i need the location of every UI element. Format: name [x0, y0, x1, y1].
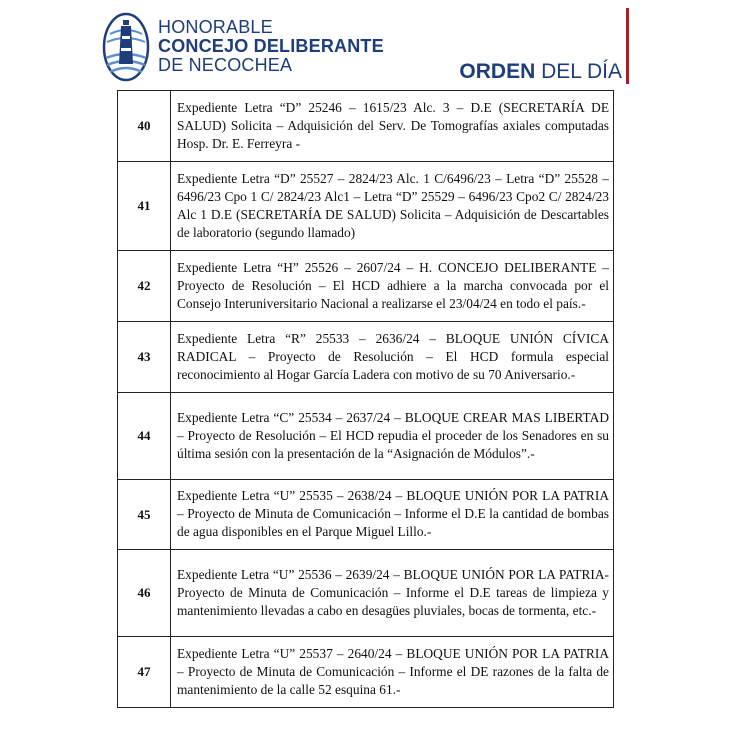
org-line-3: DE NECOCHEA [158, 55, 293, 75]
organization-name [158, 18, 384, 75]
table-row [118, 393, 614, 480]
item-number: 46 [118, 550, 171, 637]
lighthouse-logo-icon [102, 12, 150, 82]
item-text: Expediente Letra “D” 25527 – 2824/23 Alc. 1 C/6496/23 – Letra “D” 25528 – 6496/23 Cpo 1 C/ 2824/23 Alc1 – Letra “D” 25529 – 6496/23 Cpo2 C/ 2824/23 Alc 1 D.E (SECRETARÍA DE SALUD) Solicita – Adquisición de Descartables de laboratorio (segundo llamado) [171, 162, 614, 251]
item-text: Expediente Letra “U” 25536 – 2639/24 – BLOQUE UNIÓN POR LA PATRIA- Proyecto de Minuta de Comunicación – Informe el D.E tareas de limpieza y mantenimiento llevadas a cabo en desagües pluviales, bocas de tormenta, etc.- [171, 550, 614, 637]
item-number: 43 [118, 322, 171, 393]
item-text: Expediente Letra “U” 25537 – 2640/24 – BLOQUE UNIÓN POR LA PATRIA – Proyecto de Minuta de Comunicación – Informe el DE razones de la falta de mantenimiento de la calle 52 esquina 61.- [171, 637, 614, 708]
table-row [118, 637, 614, 708]
item-number: 41 [118, 162, 171, 251]
title-rest: DEL DÍA [535, 60, 622, 83]
title-bold: ORDEN [459, 60, 536, 83]
table-row [118, 91, 614, 162]
item-text: Expediente Letra “U” 25535 – 2638/24 – BLOQUE UNIÓN POR LA PATRIA – Proyecto de Minuta de Comunicación – Informe el D.E la cantidad de bombas de agua disponibles en el Parque Miguel Lillo.- [171, 480, 614, 550]
item-number: 44 [118, 393, 171, 480]
document-title [459, 60, 622, 84]
item-number: 42 [118, 251, 171, 322]
item-number: 45 [118, 480, 171, 550]
item-text: Expediente Letra “D” 25246 – 1615/23 Alc. 3 – D.E (SECRETARÍA DE SALUD) Solicita – Adquisición del Serv. De Tomografías axiales computadas Hosp. Dr. E. Ferreyra - [171, 91, 614, 162]
table-row [118, 550, 614, 637]
table-row [118, 251, 614, 322]
table-row [118, 162, 614, 251]
item-text: Expediente Letra “R” 25533 – 2636/24 – BLOQUE UNIÓN CÍVICA RADICAL – Proyecto de Resolución – El HCD formula especial reconocimiento al Hogar García Ladera con motivo de su 70 Aniversario.- [171, 322, 614, 393]
agenda-table [117, 90, 614, 708]
item-text: Expediente Letra “H” 25526 – 2607/24 – H. CONCEJO DELIBERANTE – Proyecto de Resolución – El HCD adhiere a la marcha convocada por el Consejo Interuniversitario Nacional a realizarse el 23/04/24 en todo el país.- [171, 251, 614, 322]
item-number: 40 [118, 91, 171, 162]
header-accent-bar [626, 8, 629, 84]
page-header [0, 0, 730, 92]
item-number: 47 [118, 637, 171, 708]
item-text: Expediente Letra “C” 25534 – 2637/24 – BLOQUE CREAR MAS LIBERTAD – Proyecto de Resolución – El HCD repudia el proceder de los Senadores en su última sesión con la presentación de la “Asignación de Módulos”.- [171, 393, 614, 480]
org-line-2: CONCEJO DELIBERANTE [158, 36, 384, 56]
table-row [118, 480, 614, 550]
table-row [118, 322, 614, 393]
org-line-1: HONORABLE [158, 17, 273, 37]
